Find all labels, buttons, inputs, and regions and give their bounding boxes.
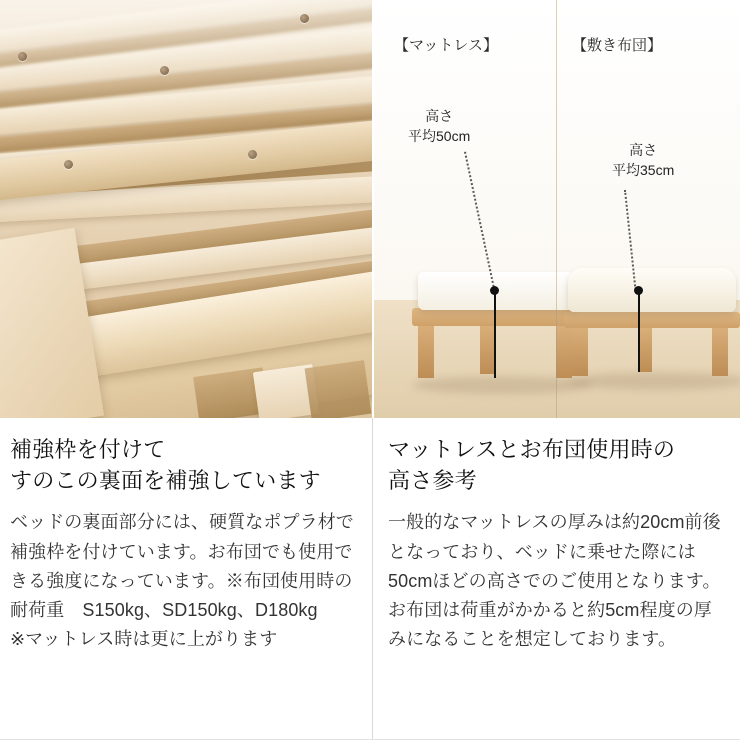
measure-bar-mattress xyxy=(494,290,496,378)
right-heading-line1: マットレスとお布団使用時の xyxy=(388,437,676,462)
measure-dot-futon xyxy=(634,286,643,295)
bed-frame-image xyxy=(0,0,372,418)
bed-frame-photo xyxy=(0,0,372,418)
callout-mattress xyxy=(408,106,470,147)
bed-leg xyxy=(572,328,588,376)
text-row xyxy=(0,418,740,740)
left-heading-line2: すのこの裏面を補強しています xyxy=(10,468,321,494)
measure-bar-futon xyxy=(638,290,640,372)
bed-leg xyxy=(418,326,434,378)
height-comparison-photo xyxy=(372,0,740,418)
callout-mattress-line1: 高さ xyxy=(425,108,454,124)
left-heading-line1: 補強枠を付けて xyxy=(10,437,166,462)
bed-leg xyxy=(480,326,494,374)
left-text-column xyxy=(0,418,372,740)
bed-frame xyxy=(564,312,740,328)
slat-gap xyxy=(305,360,372,418)
screw-icon xyxy=(64,160,73,169)
screw-icon xyxy=(160,66,169,75)
measure-dot-mattress xyxy=(490,286,499,295)
bed-shadow xyxy=(412,376,592,394)
label-futon: 【敷き布団】 xyxy=(572,37,663,54)
callout-futon-line2: 平均35cm xyxy=(612,162,675,179)
right-heading xyxy=(388,434,728,496)
bed-leg xyxy=(556,326,572,378)
screw-icon xyxy=(18,52,27,61)
right-text-column xyxy=(372,418,740,740)
photo-highlight xyxy=(0,0,372,120)
right-heading-line2: 高さ参考 xyxy=(388,468,477,494)
callout-mattress-line2: 平均50cm xyxy=(408,128,471,145)
comparison-image xyxy=(372,0,740,418)
left-heading xyxy=(10,434,358,496)
bed-leg xyxy=(712,328,728,376)
label-mattress: 【マットレス】 xyxy=(394,37,498,54)
callout-futon xyxy=(612,140,674,181)
left-body-text: ベッドの裏面部分には、硬質なポプラ材で補強枠を付けています。お布団でも使用できる強度になっています。※布団使用時の耐荷重 S150kg、SD150kg、D180kg ※マットレス時は更に上がります xyxy=(10,512,354,650)
screw-icon xyxy=(248,150,257,159)
bed-leg xyxy=(638,328,652,372)
right-body-text: 一般的なマットレスの厚みは約20cm前後となっており、ベッドに乗せた際には50cmほどの高さでのご使用となります。お布団は荷重がかかると約5cm程度の厚みになることを想定しております。 xyxy=(388,512,721,650)
comparison-split-line xyxy=(556,0,557,418)
screw-icon xyxy=(300,14,309,23)
futon xyxy=(568,268,736,312)
photo-divider xyxy=(372,0,374,418)
callout-futon-line1: 高さ xyxy=(629,142,658,158)
